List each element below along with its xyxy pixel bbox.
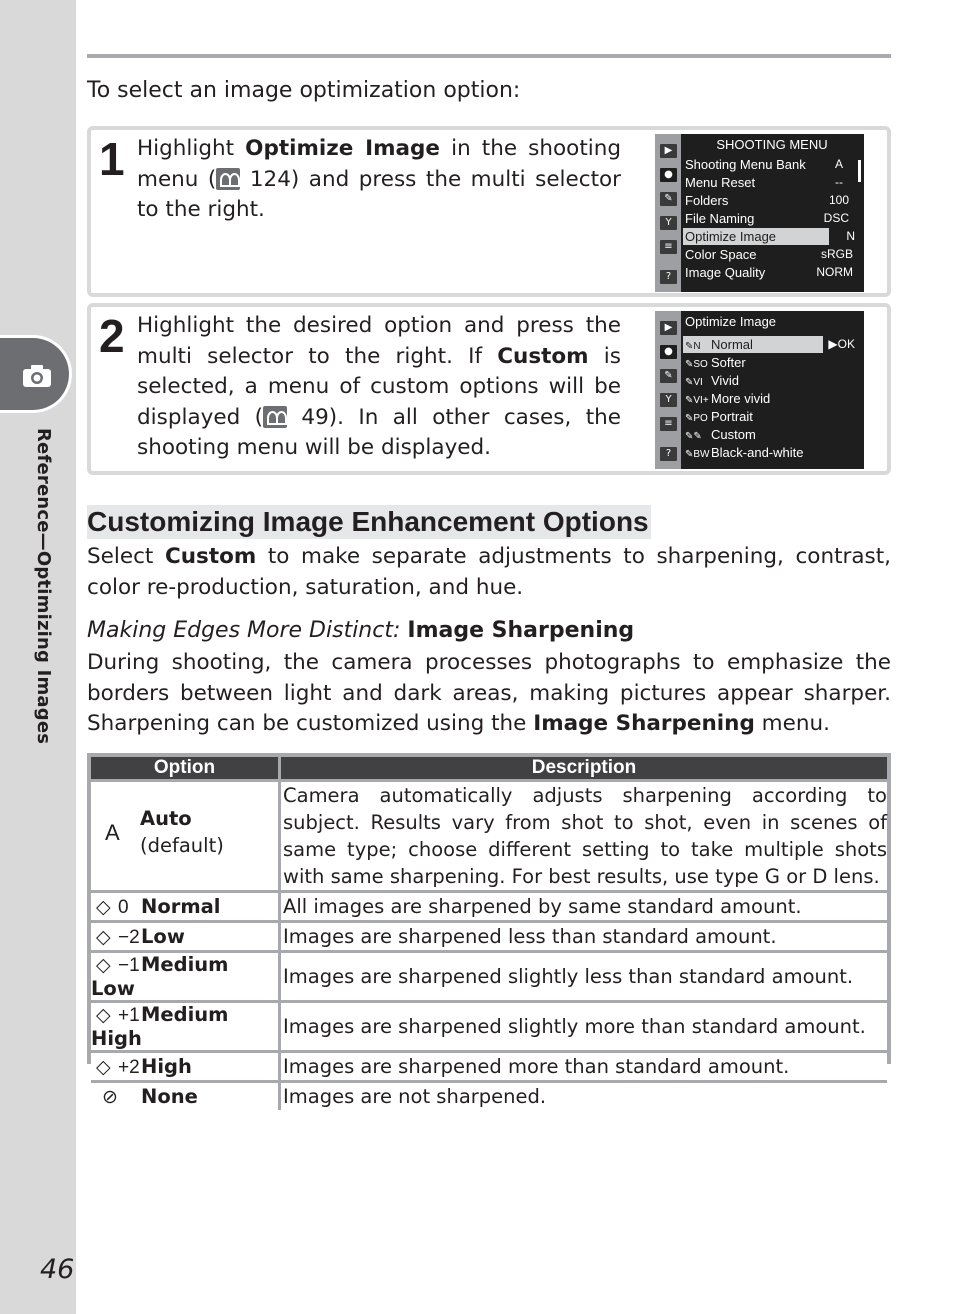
- playback-icon: ▶: [660, 144, 677, 158]
- option-label: Normal: [711, 337, 753, 352]
- page-reference: 124: [249, 166, 291, 192]
- auto-symbol: A: [105, 820, 120, 845]
- optimize-icon: ✎BW: [685, 449, 710, 460]
- option-cell: [91, 1083, 281, 1110]
- option-note: (default): [140, 834, 224, 857]
- sharpening-level: +2: [118, 1056, 140, 1078]
- sharpening-table: [87, 753, 891, 1108]
- page-reference-icon: [263, 406, 287, 428]
- option-cell: [91, 1003, 281, 1053]
- row-label: [685, 444, 804, 463]
- table-row: [91, 893, 887, 923]
- description-cell: Images are sharpened less than standard amount.: [281, 923, 887, 953]
- text: ). In all other cases, the shooting menu will be displayed.: [137, 404, 621, 460]
- sharpening-level: −1: [118, 955, 140, 976]
- menu-row-selected: [683, 336, 823, 353]
- option-label: Black-and-white: [711, 445, 804, 460]
- row-label: [685, 426, 756, 445]
- option-cell: [91, 782, 281, 893]
- wrench-icon: Y: [660, 216, 677, 230]
- option-name: None: [141, 1084, 198, 1108]
- sharpening-icon: ◇ +1: [96, 1005, 140, 1026]
- option-code: VI+: [693, 395, 709, 406]
- no-sharpening-icon: ⊘: [102, 1086, 118, 1108]
- description-cell: Images are sharpened slightly more than standard amount.: [281, 1003, 887, 1053]
- row-label: [685, 390, 770, 409]
- scrollbar: [858, 160, 861, 182]
- row-label: Menu Reset: [685, 175, 756, 190]
- row-label: Color Space: [685, 247, 757, 262]
- table-header-row: [91, 757, 887, 782]
- optimize-icon: ✎SO: [685, 359, 708, 370]
- menu-row: [683, 156, 857, 173]
- menu-row-value: [831, 228, 861, 245]
- description-cell: All images are sharpened by same standard amount.: [281, 893, 887, 923]
- menu-row: [683, 390, 857, 407]
- description-cell: Images are sharpened more than standard amount.: [281, 1053, 887, 1083]
- optimize-icon: ✎N: [685, 341, 701, 352]
- description-cell: Images are sharpened slightly less than standard amount.: [281, 953, 887, 1003]
- row-label: [685, 354, 746, 373]
- ok-indicator: [823, 336, 859, 353]
- options-table: [91, 757, 887, 1110]
- table-row: [91, 1003, 887, 1053]
- row-label: Shooting Menu Bank: [685, 157, 806, 172]
- text: ) and press the multi selector to the right.: [137, 166, 621, 222]
- option-label: Vivid: [711, 373, 739, 388]
- step-1-box: [87, 126, 891, 297]
- option-name: Custom: [497, 343, 589, 369]
- setup-icon: ≡: [660, 240, 677, 254]
- menu-tabs: [655, 311, 681, 469]
- row-value: NORM: [816, 265, 853, 279]
- menu-row: [683, 372, 857, 389]
- option-code: PO: [693, 413, 708, 424]
- page-reference-icon: [216, 168, 240, 190]
- subheading: [87, 618, 634, 643]
- text: Select: [87, 544, 165, 569]
- option-name: Medium High: [91, 1003, 229, 1050]
- help-icon: ?: [660, 270, 677, 284]
- ok-text: OK: [837, 337, 855, 351]
- step-number: 1: [99, 133, 125, 185]
- screen-title: Optimize Image: [685, 314, 777, 329]
- screen-title: SHOOTING MENU: [716, 137, 828, 152]
- row-label: Image Quality: [685, 265, 766, 280]
- menu-row: [683, 264, 857, 281]
- intro-text: To select an image optimization option:: [87, 78, 521, 103]
- row-value: --: [835, 175, 843, 189]
- sharpening-level: +1: [118, 1005, 140, 1026]
- text: During shooting, the camera processes photographs to emphasize the borders between light and dark areas, making pictures appear sharper. Sharpening can be customized using the: [87, 650, 891, 736]
- camera-icon: [22, 364, 52, 388]
- optimize-icon: ✎VI: [685, 377, 703, 388]
- option-code: SO: [693, 359, 708, 370]
- wrench-icon: Y: [660, 393, 677, 407]
- step-number: 2: [99, 310, 125, 362]
- option-name: Medium Low: [91, 953, 229, 1000]
- optimize-icon: ✎VI+: [685, 395, 709, 406]
- row-label: File Naming: [685, 211, 755, 226]
- option-cell: [91, 893, 281, 923]
- section-title: Customizing Image Enhancement Options: [87, 506, 649, 537]
- playback-icon: ▶: [660, 321, 677, 335]
- text: Highlight the desired option and press the multi selector to the right. If: [137, 313, 621, 369]
- row-value: DSC: [823, 211, 849, 225]
- menu-row: [683, 174, 857, 191]
- column-header: Option: [91, 757, 281, 782]
- optimize-image-screen: [655, 311, 864, 469]
- text: to make separate adjustments to sharpening, contrast, color re-production, saturation, and hue.: [87, 544, 891, 600]
- description-cell: Camera automatically adjusts sharpening according to subject. Results vary from shot to shot, even in scenes of same type; choose different setting to take multiple shots with same sharpening. For best results, use type G or D lens.: [281, 782, 887, 893]
- text: Highlight: [137, 136, 246, 161]
- menu-row: [683, 246, 857, 263]
- table-row: [91, 1083, 887, 1110]
- row-label: Optimize Image: [685, 229, 777, 244]
- option-label: Portrait: [711, 409, 753, 424]
- option-label: Softer: [711, 355, 746, 370]
- table-row: [91, 923, 887, 953]
- ok-label: ▶OK: [828, 337, 855, 351]
- row-label: [685, 372, 739, 391]
- optimize-icon: ✎PO: [685, 413, 708, 424]
- option-label: More vivid: [711, 391, 771, 406]
- option-name: Low: [141, 924, 185, 948]
- option-code: N: [693, 341, 701, 352]
- pencil-icon: ✎: [660, 369, 677, 383]
- sharpening-level: 0: [118, 896, 129, 918]
- menu-tabs: [655, 134, 681, 292]
- sharpening-icon: ◇ −2: [96, 926, 140, 948]
- text: is selected, a menu of custom options will be displayed (: [137, 343, 621, 430]
- step-text: [137, 311, 621, 464]
- text: menu.: [754, 711, 830, 736]
- step-2-box: [87, 303, 891, 475]
- menu-row: [683, 192, 857, 209]
- menu-row: [683, 210, 857, 227]
- sharpening-level: −2: [118, 926, 140, 948]
- menu-item-name: Optimize Image: [245, 136, 440, 161]
- menu-row-selected: [683, 228, 829, 245]
- table-row: [91, 782, 887, 893]
- table-row: [91, 953, 887, 1003]
- step-text: [137, 134, 621, 226]
- option-name: Auto: [140, 807, 192, 830]
- section-paragraph: [87, 542, 891, 603]
- menu-row: [683, 444, 857, 461]
- menu-row: [683, 408, 857, 425]
- option-name: Custom: [164, 544, 257, 569]
- sharpening-icon: ◇ +2: [96, 1056, 140, 1078]
- row-value: sRGB: [820, 247, 853, 261]
- option-code: BW: [693, 449, 710, 460]
- row-label: Folders: [685, 193, 729, 208]
- option-cell: [91, 1053, 281, 1083]
- custom-icon: ✎✎: [685, 431, 702, 442]
- help-icon: ?: [660, 447, 677, 461]
- option-label: Custom: [711, 427, 756, 442]
- subheading-italic: Making Edges More Distinct:: [87, 618, 401, 643]
- row-label: [685, 336, 753, 355]
- section-label: Reference—Optimizing Images: [33, 428, 54, 745]
- column-header: Description: [281, 757, 887, 782]
- menu-name: Image Sharpening: [533, 711, 755, 736]
- shooting-menu-screen: [655, 134, 864, 292]
- subheading-bold: Image Sharpening: [407, 618, 635, 643]
- table-row: [91, 1053, 887, 1083]
- page-reference: 49: [301, 404, 329, 430]
- sharpening-icon: ◇ −1: [96, 955, 140, 976]
- menu-row: [683, 426, 857, 443]
- camera-icon: ●: [660, 168, 677, 182]
- menu-row: [683, 354, 857, 371]
- option-name: High: [141, 1054, 192, 1078]
- setup-icon: ≡: [660, 417, 677, 431]
- option-code: VI: [693, 377, 703, 388]
- sharpening-paragraph: [87, 648, 891, 740]
- page-number: 46: [40, 1254, 75, 1285]
- camera-icon: ●: [660, 345, 677, 359]
- pencil-icon: ✎: [660, 192, 677, 206]
- top-rule: [87, 54, 891, 58]
- sharpening-icon: ◇ 0: [96, 896, 129, 918]
- description-cell: Images are not sharpened.: [281, 1083, 887, 1110]
- row-label: [685, 408, 753, 427]
- text: in the shooting menu (: [137, 136, 621, 192]
- row-value: 100: [828, 193, 849, 207]
- row-value: N: [846, 229, 855, 243]
- option-cell: [91, 923, 281, 953]
- option-name: Normal: [141, 894, 221, 918]
- option-cell: [91, 953, 281, 1003]
- row-value: A: [834, 157, 843, 171]
